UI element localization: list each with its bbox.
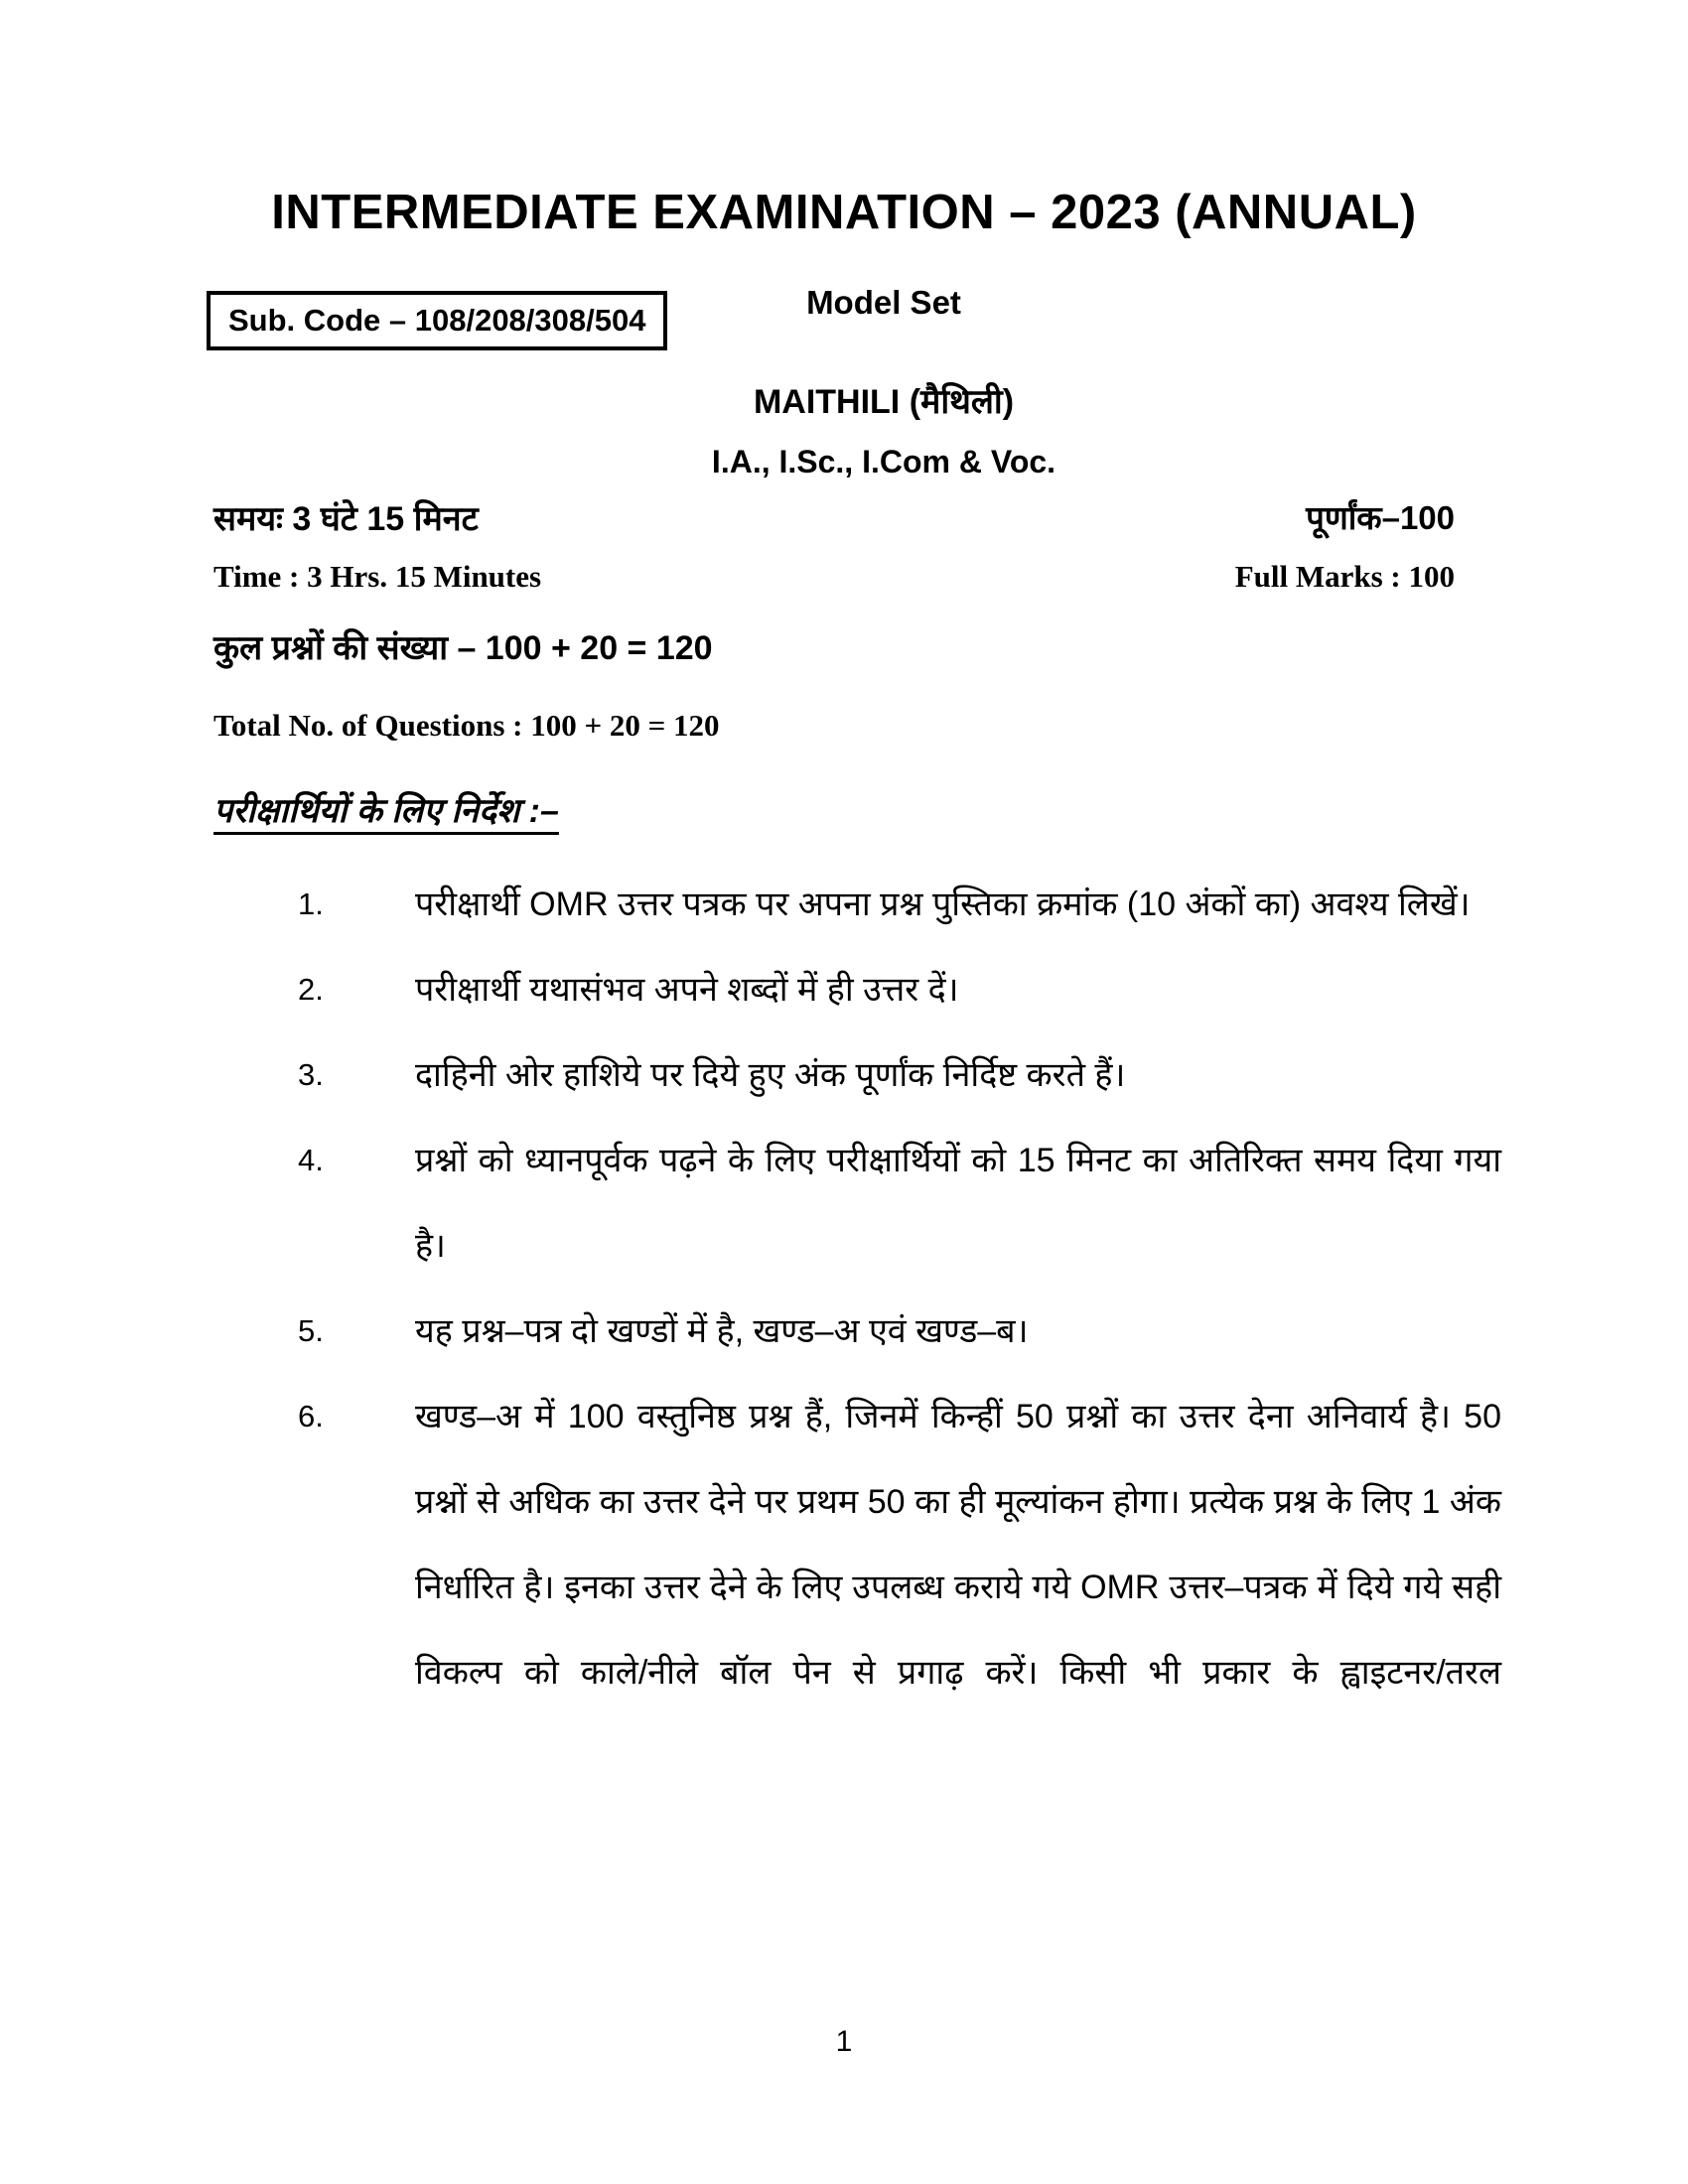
subject-name: MAITHILI (मैथिली): [753, 383, 1015, 421]
instruction-item-2: [298, 947, 1501, 1032]
instruction-number: 4.: [298, 1143, 324, 1177]
streams-line: I.A., I.Sc., I.Com & Voc.: [711, 444, 1056, 479]
total-questions-english: Total No. of Questions : 100 + 20 = 120: [213, 708, 720, 743]
instruction-text: दाहिनी ओर हाशिये पर दिये हुए अंक पूर्णांक निर्दिष्ट करते हैं।: [415, 1056, 1126, 1094]
total-questions-hindi: कुल प्रश्नों की संख्या – 100 + 20 = 120: [213, 629, 713, 667]
subject-code-box: Sub. Code – 108/208/308/504: [207, 291, 667, 350]
instruction-text: यह प्रश्न–पत्र दो खण्डों में है, खण्ड–अ एवं खण्ड–ब।: [415, 1312, 1029, 1350]
instruction-text: परीक्षार्थी OMR उत्तर पत्रक पर अपना प्रश्न पुस्तिका क्रमांक (10 अंकों का) अवश्य लिखें।: [415, 886, 1471, 923]
instruction-number: 3.: [298, 1057, 324, 1092]
instruction-text: खण्ड–अ में 100 वस्तुनिष्ठ प्रश्न हैं, जिनमें किन्हीं 50 प्रश्नों का उत्तर देना अनिवार्य है। 50 प्रश्नों से अधिक का उत्तर देने पर प्रथम 50 का ही मूल्यांकन होगा। प्रत्येक प्रश्न के लिए 1 अंक निर्धारित है। इनका उत्तर देने के लिए उपलब्ध कराये गये OMR उत्तर–पत्रक में दिये गये सही विकल्प को काले/नीले बॉल पेन से प्रगाढ़ करें। किसी भी प्रकार के ह्वाइटनर/तरल: [415, 1398, 1501, 1692]
instruction-item-6: [298, 1374, 1501, 1715]
full-marks-hindi: पूर्णांक–100: [1306, 499, 1455, 536]
instruction-item-1: [298, 862, 1501, 947]
instruction-number: 1.: [298, 887, 324, 921]
instruction-item-4: [298, 1118, 1501, 1289]
model-set-label: Model Set: [806, 284, 961, 321]
instructions-heading: परीक्षार्थियों के लिए निर्देश :–: [213, 792, 559, 830]
time-allowed-hindi: समयः 3 घंटे 15 मिनट: [213, 500, 479, 538]
instructions-list: [298, 862, 1501, 1715]
instruction-text: प्रश्नों को ध्यानपूर्वक पढ़ने के लिए परीक्षार्थियों को 15 मिनट का अतिरिक्त समय दिया गया है।: [415, 1142, 1501, 1265]
instruction-item-3: [298, 1032, 1501, 1118]
instruction-number: 5.: [298, 1313, 324, 1348]
instruction-number: 6.: [298, 1399, 324, 1433]
instruction-item-5: [298, 1289, 1501, 1374]
instruction-number: 2.: [298, 972, 324, 1007]
full-marks-english: Full Marks : 100: [1234, 559, 1455, 594]
instruction-text: परीक्षार्थी यथासंभव अपने शब्दों में ही उत्तर दें।: [415, 971, 959, 1009]
page-number: 1: [835, 2025, 853, 2058]
time-allowed-english: Time : 3 Hrs. 15 Minutes: [213, 559, 542, 594]
page-title: INTERMEDIATE EXAMINATION – 2023 (ANNUAL): [271, 186, 1417, 239]
